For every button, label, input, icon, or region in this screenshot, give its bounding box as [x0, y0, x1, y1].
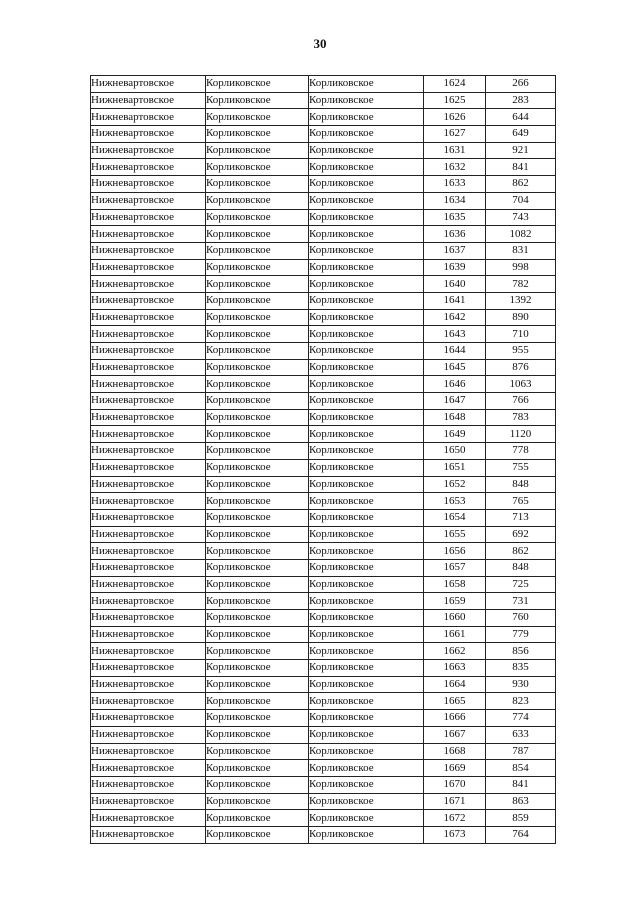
field-cell: Корликовское: [309, 626, 424, 643]
license-area-cell: Корликовское: [206, 710, 309, 727]
well-number-cell: 1659: [424, 593, 486, 610]
table-row: [91, 343, 556, 360]
table-row: [91, 793, 556, 810]
value-cell: 755: [486, 459, 556, 476]
well-number-cell: 1658: [424, 576, 486, 593]
table-row: [91, 92, 556, 109]
data-table: [90, 75, 556, 844]
value-cell: 266: [486, 76, 556, 93]
well-number-cell: 1626: [424, 109, 486, 126]
region-cell: Нижневартовское: [91, 292, 206, 309]
license-area-cell: Корликовское: [206, 192, 309, 209]
value-cell: 783: [486, 409, 556, 426]
table-row: [91, 810, 556, 827]
license-area-cell: Корликовское: [206, 309, 309, 326]
value-cell: 710: [486, 326, 556, 343]
license-area-cell: Корликовское: [206, 493, 309, 510]
license-area-cell: Корликовское: [206, 793, 309, 810]
value-cell: 725: [486, 576, 556, 593]
value-cell: 731: [486, 593, 556, 610]
license-area-cell: Корликовское: [206, 276, 309, 293]
region-cell: Нижневартовское: [91, 76, 206, 93]
table-row: [91, 643, 556, 660]
license-area-cell: Корликовское: [206, 610, 309, 627]
region-cell: Нижневартовское: [91, 343, 206, 360]
license-area-cell: Корликовское: [206, 242, 309, 259]
table-row: [91, 326, 556, 343]
table-row: [91, 693, 556, 710]
value-cell: 743: [486, 209, 556, 226]
field-cell: Корликовское: [309, 259, 424, 276]
table-row: [91, 660, 556, 677]
license-area-cell: Корликовское: [206, 559, 309, 576]
region-cell: Нижневартовское: [91, 643, 206, 660]
region-cell: Нижневартовское: [91, 676, 206, 693]
well-number-cell: 1673: [424, 826, 486, 843]
license-area-cell: Корликовское: [206, 543, 309, 560]
region-cell: Нижневартовское: [91, 626, 206, 643]
well-number-cell: 1664: [424, 676, 486, 693]
region-cell: Нижневартовское: [91, 693, 206, 710]
well-number-cell: 1648: [424, 409, 486, 426]
field-cell: Корликовское: [309, 426, 424, 443]
value-cell: 764: [486, 826, 556, 843]
license-area-cell: Корликовское: [206, 126, 309, 143]
field-cell: Корликовское: [309, 526, 424, 543]
well-number-cell: 1635: [424, 209, 486, 226]
field-cell: Корликовское: [309, 726, 424, 743]
table-row: [91, 142, 556, 159]
value-cell: 921: [486, 142, 556, 159]
field-cell: Корликовское: [309, 159, 424, 176]
field-cell: Корликовское: [309, 743, 424, 760]
table-row: [91, 610, 556, 627]
region-cell: Нижневартовское: [91, 309, 206, 326]
field-cell: Корликовское: [309, 710, 424, 727]
field-cell: Корликовское: [309, 126, 424, 143]
table-row: [91, 626, 556, 643]
table-row: [91, 593, 556, 610]
value-cell: 859: [486, 810, 556, 827]
value-cell: 778: [486, 443, 556, 460]
field-cell: Корликовское: [309, 359, 424, 376]
value-cell: 848: [486, 559, 556, 576]
well-number-cell: 1627: [424, 126, 486, 143]
field-cell: Корликовское: [309, 826, 424, 843]
value-cell: 856: [486, 643, 556, 660]
value-cell: 633: [486, 726, 556, 743]
table-row: [91, 676, 556, 693]
well-number-cell: 1672: [424, 810, 486, 827]
value-cell: 692: [486, 526, 556, 543]
field-cell: Корликовское: [309, 176, 424, 193]
license-area-cell: Корликовское: [206, 676, 309, 693]
field-cell: Корликовское: [309, 476, 424, 493]
table-row: [91, 493, 556, 510]
license-area-cell: Корликовское: [206, 476, 309, 493]
region-cell: Нижневартовское: [91, 743, 206, 760]
region-cell: Нижневартовское: [91, 326, 206, 343]
region-cell: Нижневартовское: [91, 426, 206, 443]
license-area-cell: Корликовское: [206, 326, 309, 343]
well-number-cell: 1661: [424, 626, 486, 643]
value-cell: 841: [486, 159, 556, 176]
value-cell: 779: [486, 626, 556, 643]
well-number-cell: 1651: [424, 459, 486, 476]
value-cell: 644: [486, 109, 556, 126]
value-cell: 760: [486, 610, 556, 627]
license-area-cell: Корликовское: [206, 509, 309, 526]
table-row: [91, 109, 556, 126]
region-cell: Нижневартовское: [91, 443, 206, 460]
field-cell: Корликовское: [309, 593, 424, 610]
region-cell: Нижневартовское: [91, 776, 206, 793]
field-cell: Корликовское: [309, 443, 424, 460]
region-cell: Нижневартовское: [91, 142, 206, 159]
well-number-cell: 1662: [424, 643, 486, 660]
region-cell: Нижневартовское: [91, 826, 206, 843]
well-number-cell: 1631: [424, 142, 486, 159]
well-number-cell: 1655: [424, 526, 486, 543]
region-cell: Нижневартовское: [91, 359, 206, 376]
well-number-cell: 1670: [424, 776, 486, 793]
license-area-cell: Корликовское: [206, 109, 309, 126]
table-row: [91, 409, 556, 426]
license-area-cell: Корликовское: [206, 760, 309, 777]
field-cell: Корликовское: [309, 493, 424, 510]
well-number-cell: 1671: [424, 793, 486, 810]
well-number-cell: 1665: [424, 693, 486, 710]
table-body: [91, 76, 556, 844]
table-row: [91, 443, 556, 460]
region-cell: Нижневартовское: [91, 393, 206, 410]
well-number-cell: 1668: [424, 743, 486, 760]
region-cell: Нижневартовское: [91, 509, 206, 526]
license-area-cell: Корликовское: [206, 176, 309, 193]
region-cell: Нижневартовское: [91, 192, 206, 209]
value-cell: 774: [486, 710, 556, 727]
license-area-cell: Корликовское: [206, 526, 309, 543]
license-area-cell: Корликовское: [206, 810, 309, 827]
license-area-cell: Корликовское: [206, 159, 309, 176]
region-cell: Нижневартовское: [91, 593, 206, 610]
well-number-cell: 1646: [424, 376, 486, 393]
region-cell: Нижневартовское: [91, 710, 206, 727]
table-row: [91, 259, 556, 276]
license-area-cell: Корликовское: [206, 593, 309, 610]
region-cell: Нижневартовское: [91, 543, 206, 560]
region-cell: Нижневартовское: [91, 159, 206, 176]
license-area-cell: Корликовское: [206, 443, 309, 460]
value-cell: 862: [486, 543, 556, 560]
value-cell: 787: [486, 743, 556, 760]
table-row: [91, 292, 556, 309]
table-row: [91, 576, 556, 593]
well-number-cell: 1636: [424, 226, 486, 243]
region-cell: Нижневартовское: [91, 493, 206, 510]
value-cell: 1392: [486, 292, 556, 309]
table-row: [91, 426, 556, 443]
value-cell: 1082: [486, 226, 556, 243]
field-cell: Корликовское: [309, 409, 424, 426]
well-number-cell: 1657: [424, 559, 486, 576]
region-cell: Нижневартовское: [91, 476, 206, 493]
well-number-cell: 1637: [424, 242, 486, 259]
table-row: [91, 760, 556, 777]
field-cell: Корликовское: [309, 543, 424, 560]
license-area-cell: Корликовское: [206, 726, 309, 743]
license-area-cell: Корликовское: [206, 643, 309, 660]
well-number-cell: 1639: [424, 259, 486, 276]
value-cell: 835: [486, 660, 556, 677]
field-cell: Корликовское: [309, 509, 424, 526]
field-cell: Корликовское: [309, 309, 424, 326]
well-number-cell: 1644: [424, 343, 486, 360]
field-cell: Корликовское: [309, 343, 424, 360]
field-cell: Корликовское: [309, 76, 424, 93]
field-cell: Корликовское: [309, 393, 424, 410]
well-number-cell: 1643: [424, 326, 486, 343]
region-cell: Нижневартовское: [91, 176, 206, 193]
value-cell: 782: [486, 276, 556, 293]
value-cell: 854: [486, 760, 556, 777]
value-cell: 713: [486, 509, 556, 526]
well-number-cell: 1669: [424, 760, 486, 777]
region-cell: Нижневартовское: [91, 209, 206, 226]
region-cell: Нижневартовское: [91, 226, 206, 243]
well-number-cell: 1660: [424, 610, 486, 627]
well-number-cell: 1649: [424, 426, 486, 443]
value-cell: 876: [486, 359, 556, 376]
table-row: [91, 776, 556, 793]
license-area-cell: Корликовское: [206, 343, 309, 360]
well-number-cell: 1666: [424, 710, 486, 727]
table-row: [91, 242, 556, 259]
table-row: [91, 509, 556, 526]
license-area-cell: Корликовское: [206, 376, 309, 393]
region-cell: Нижневартовское: [91, 793, 206, 810]
value-cell: 1063: [486, 376, 556, 393]
field-cell: Корликовское: [309, 276, 424, 293]
field-cell: Корликовское: [309, 459, 424, 476]
field-cell: Корликовское: [309, 209, 424, 226]
well-number-cell: 1640: [424, 276, 486, 293]
field-cell: Корликовское: [309, 760, 424, 777]
table-row: [91, 393, 556, 410]
license-area-cell: Корликовское: [206, 226, 309, 243]
well-number-cell: 1642: [424, 309, 486, 326]
value-cell: 649: [486, 126, 556, 143]
well-number-cell: 1654: [424, 509, 486, 526]
value-cell: 704: [486, 192, 556, 209]
well-number-cell: 1652: [424, 476, 486, 493]
value-cell: 823: [486, 693, 556, 710]
field-cell: Корликовское: [309, 109, 424, 126]
region-cell: Нижневартовское: [91, 242, 206, 259]
well-number-cell: 1663: [424, 660, 486, 677]
region-cell: Нижневартовское: [91, 409, 206, 426]
field-cell: Корликовское: [309, 776, 424, 793]
field-cell: Корликовское: [309, 192, 424, 209]
region-cell: Нижневартовское: [91, 376, 206, 393]
value-cell: 862: [486, 176, 556, 193]
table-row: [91, 559, 556, 576]
well-number-cell: 1645: [424, 359, 486, 376]
value-cell: 848: [486, 476, 556, 493]
table-row: [91, 726, 556, 743]
well-number-cell: 1667: [424, 726, 486, 743]
table-row: [91, 309, 556, 326]
license-area-cell: Корликовское: [206, 576, 309, 593]
well-number-cell: 1634: [424, 192, 486, 209]
table-row: [91, 276, 556, 293]
license-area-cell: Корликовское: [206, 92, 309, 109]
value-cell: 283: [486, 92, 556, 109]
license-area-cell: Корликовское: [206, 626, 309, 643]
region-cell: Нижневартовское: [91, 259, 206, 276]
field-cell: Корликовское: [309, 326, 424, 343]
license-area-cell: Корликовское: [206, 776, 309, 793]
table-row: [91, 359, 556, 376]
table-row: [91, 209, 556, 226]
license-area-cell: Корликовское: [206, 76, 309, 93]
value-cell: 863: [486, 793, 556, 810]
field-cell: Корликовское: [309, 693, 424, 710]
table-row: [91, 826, 556, 843]
field-cell: Корликовское: [309, 660, 424, 677]
field-cell: Корликовское: [309, 92, 424, 109]
license-area-cell: Корликовское: [206, 209, 309, 226]
well-number-cell: 1624: [424, 76, 486, 93]
table-row: [91, 126, 556, 143]
license-area-cell: Корликовское: [206, 660, 309, 677]
field-cell: Корликовское: [309, 376, 424, 393]
well-number-cell: 1653: [424, 493, 486, 510]
value-cell: 841: [486, 776, 556, 793]
well-number-cell: 1632: [424, 159, 486, 176]
field-cell: Корликовское: [309, 142, 424, 159]
license-area-cell: Корликовское: [206, 459, 309, 476]
table-row: [91, 476, 556, 493]
table-row: [91, 743, 556, 760]
table-row: [91, 459, 556, 476]
value-cell: 831: [486, 242, 556, 259]
value-cell: 998: [486, 259, 556, 276]
region-cell: Нижневартовское: [91, 109, 206, 126]
table-row: [91, 543, 556, 560]
value-cell: 766: [486, 393, 556, 410]
license-area-cell: Корликовское: [206, 259, 309, 276]
license-area-cell: Корликовское: [206, 359, 309, 376]
field-cell: Корликовское: [309, 810, 424, 827]
field-cell: Корликовское: [309, 793, 424, 810]
value-cell: 1120: [486, 426, 556, 443]
region-cell: Нижневартовское: [91, 126, 206, 143]
region-cell: Нижневартовское: [91, 276, 206, 293]
page-number: 30: [313, 36, 327, 51]
well-number-cell: 1647: [424, 393, 486, 410]
license-area-cell: Корликовское: [206, 826, 309, 843]
well-number-cell: 1633: [424, 176, 486, 193]
region-cell: Нижневартовское: [91, 610, 206, 627]
table-row: [91, 376, 556, 393]
license-area-cell: Корликовское: [206, 693, 309, 710]
table-row: [91, 192, 556, 209]
region-cell: Нижневартовское: [91, 810, 206, 827]
field-cell: Корликовское: [309, 643, 424, 660]
well-number-cell: 1641: [424, 292, 486, 309]
value-cell: 930: [486, 676, 556, 693]
field-cell: Корликовское: [309, 226, 424, 243]
table-row: [91, 526, 556, 543]
table-row: [91, 76, 556, 93]
region-cell: Нижневартовское: [91, 660, 206, 677]
table-row: [91, 176, 556, 193]
value-cell: 765: [486, 493, 556, 510]
license-area-cell: Корликовское: [206, 142, 309, 159]
region-cell: Нижневартовское: [91, 92, 206, 109]
license-area-cell: Корликовское: [206, 292, 309, 309]
field-cell: Корликовское: [309, 610, 424, 627]
well-number-cell: 1656: [424, 543, 486, 560]
license-area-cell: Корликовское: [206, 426, 309, 443]
region-cell: Нижневартовское: [91, 576, 206, 593]
region-cell: Нижневартовское: [91, 559, 206, 576]
field-cell: Корликовское: [309, 559, 424, 576]
region-cell: Нижневартовское: [91, 459, 206, 476]
field-cell: Корликовское: [309, 576, 424, 593]
table-row: [91, 159, 556, 176]
region-cell: Нижневартовское: [91, 526, 206, 543]
region-cell: Нижневартовское: [91, 726, 206, 743]
license-area-cell: Корликовское: [206, 393, 309, 410]
license-area-cell: Корликовское: [206, 743, 309, 760]
table-row: [91, 710, 556, 727]
field-cell: Корликовское: [309, 292, 424, 309]
value-cell: 890: [486, 309, 556, 326]
value-cell: 955: [486, 343, 556, 360]
field-cell: Корликовское: [309, 676, 424, 693]
table-row: [91, 226, 556, 243]
field-cell: Корликовское: [309, 242, 424, 259]
well-number-cell: 1650: [424, 443, 486, 460]
well-number-cell: 1625: [424, 92, 486, 109]
license-area-cell: Корликовское: [206, 409, 309, 426]
region-cell: Нижневартовское: [91, 760, 206, 777]
